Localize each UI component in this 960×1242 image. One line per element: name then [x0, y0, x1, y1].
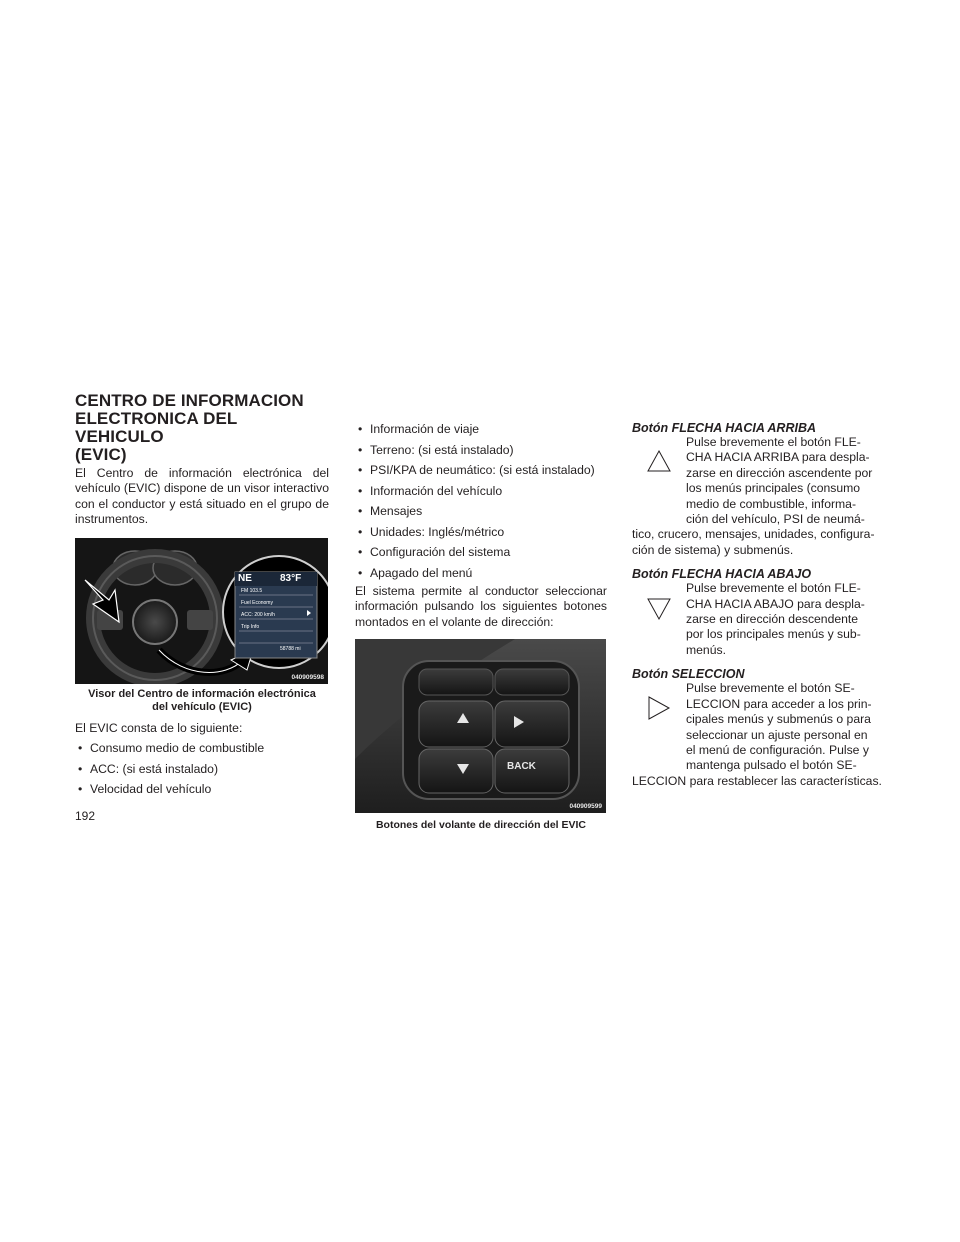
evic-screen-row: FM 103.5 — [241, 587, 263, 594]
caption-line: Visor del Centro de información electrónica — [88, 687, 316, 700]
evic-screen-row: Trip Info — [241, 623, 260, 630]
bullet-glyph: • — [78, 782, 83, 797]
bullet-glyph: • — [358, 442, 363, 457]
text-line: LECCION para restablecer las características. — [632, 773, 882, 788]
button-description-continued — [632, 527, 884, 558]
evic-screen-temp: 83°F — [280, 572, 302, 584]
section-title-line: CENTRO DE INFORMACION — [75, 391, 304, 410]
list-item — [75, 762, 329, 777]
text-line: cipales menús y submenús o para — [686, 712, 871, 727]
steering-buttons-illustration — [355, 639, 606, 813]
list-item-text: Información del vehículo — [370, 483, 503, 498]
figure-caption: Botones del volante de dirección del EVIC — [375, 819, 587, 832]
up-button-section — [632, 421, 884, 558]
list-item — [355, 463, 607, 478]
select-button-section — [632, 667, 884, 789]
list-item-text: Información de viaje — [370, 422, 480, 436]
bullet-glyph: • — [358, 545, 363, 559]
list-item — [355, 525, 607, 540]
button-section-title: Botón FLECHA HACIA ARRIBA — [632, 421, 817, 435]
figure-code: 040909599 — [569, 803, 602, 811]
list-item — [355, 504, 607, 519]
figure-caption — [75, 688, 329, 714]
text-line: ción de sistema) y submenús. — [632, 542, 794, 557]
text-line: los menús principales (consumo — [686, 481, 861, 496]
list-item — [355, 566, 607, 581]
evic-display-figure — [75, 538, 328, 684]
bullet-glyph: • — [358, 524, 363, 539]
evic-screen-row: ACC: 200 km/h — [241, 611, 275, 618]
list-item — [75, 782, 329, 797]
figure-code: 040909598 — [291, 673, 324, 681]
button-section-title: Botón SELECCION — [632, 667, 745, 682]
column-middle — [355, 422, 607, 832]
list-item-text: ACC: (si está instalado) — [90, 761, 219, 776]
page-number: 192 — [75, 809, 96, 823]
bullet-glyph: • — [358, 504, 363, 518]
text-line: mantenga pulsado el botón SE- — [686, 758, 857, 773]
list-item-text: PSI/KPA de neumático: (si está instalado) — [370, 463, 595, 477]
text-line: tico, crucero, mensajes, unidades, configura- — [632, 527, 875, 542]
list-item-text: Configuración del sistema — [370, 545, 511, 559]
bullet-glyph: • — [358, 422, 363, 436]
steering-wheel-illustration — [75, 538, 328, 684]
steering-buttons-figure — [355, 639, 606, 813]
up-triangle-icon — [646, 449, 672, 473]
select-intro: El sistema permite al conductor seleccionar información pulsando los siguientes botones montados en el volante de dirección: — [355, 584, 607, 629]
button-description-continued — [632, 774, 884, 789]
evic-screen-odometer: 58788 mi — [280, 645, 301, 652]
list-item — [355, 545, 607, 560]
list-item-text: Unidades: Inglés/métrico — [370, 524, 505, 539]
down-button-section — [632, 567, 884, 658]
bullet-glyph: • — [78, 741, 83, 756]
list-item — [355, 443, 607, 458]
section-title-line: (EVIC) — [75, 445, 127, 464]
button-section-title: Botón FLECHA HACIA ABAJO — [632, 567, 812, 582]
text-line: Pulse brevemente el botón SE- — [686, 681, 855, 696]
text-line: menús. — [686, 642, 726, 657]
intro-paragraph: El Centro de información electrónica del vehículo (EVIC) dispone de un visor interactivo con el conductor y está situado en el grupo de instrumentos. — [75, 466, 329, 527]
bullet-glyph: • — [358, 463, 363, 477]
text-line: CHA HACIA ABAJO para despla- — [686, 596, 865, 611]
list-item-text: Velocidad del vehículo — [90, 782, 212, 797]
text-line: Pulse brevemente el botón FLE- — [686, 435, 861, 449]
text-line: por los principales menús y sub- — [686, 627, 861, 642]
list-item-text: Apagado del menú — [370, 565, 473, 580]
text-line: zarse en dirección descendente — [686, 612, 859, 627]
list-item-text: Terreno: (si está instalado) — [370, 442, 514, 457]
bullet-list — [75, 741, 329, 797]
list-item-text: Consumo medio de combustible — [90, 741, 265, 756]
text-line: LECCION para acceder a los prin- — [686, 696, 872, 711]
down-triangle-icon — [646, 597, 672, 621]
list-item-text: Mensajes — [370, 504, 423, 518]
text-line: Pulse brevemente el botón FLE- — [686, 581, 861, 596]
column-left — [75, 392, 329, 803]
evic-screen-row: Fuel Economy — [241, 599, 273, 606]
consists-intro: El EVIC consta de lo siguiente: — [75, 720, 243, 735]
right-triangle-icon — [646, 695, 672, 721]
section-title-line: ELECTRONICA DEL VEHICULO — [75, 409, 238, 446]
text-line: el menú de configuración. Pulse y — [686, 742, 869, 757]
text-line: CHA HACIA ARRIBA para despla- — [686, 450, 870, 465]
evic-screen-heading: NE — [238, 572, 252, 584]
text-line: zarse en dirección ascendente por — [686, 465, 873, 480]
caption-line: del vehículo (EVIC) — [152, 700, 252, 713]
bullet-list — [355, 422, 607, 581]
text-line: medio de combustible, informa- — [686, 496, 857, 511]
list-item — [75, 741, 329, 756]
text-line: seleccionar un ajuste personal en — [686, 727, 868, 742]
bullet-glyph: • — [358, 483, 363, 498]
column-right — [632, 421, 884, 789]
list-item — [355, 484, 607, 499]
bullet-glyph: • — [78, 761, 83, 776]
list-item — [355, 422, 607, 437]
back-button-label: BACK — [507, 761, 536, 773]
section-title — [75, 392, 329, 464]
text-line: ción del vehículo, PSI de neumá- — [686, 512, 865, 527]
bullet-glyph: • — [358, 565, 363, 580]
